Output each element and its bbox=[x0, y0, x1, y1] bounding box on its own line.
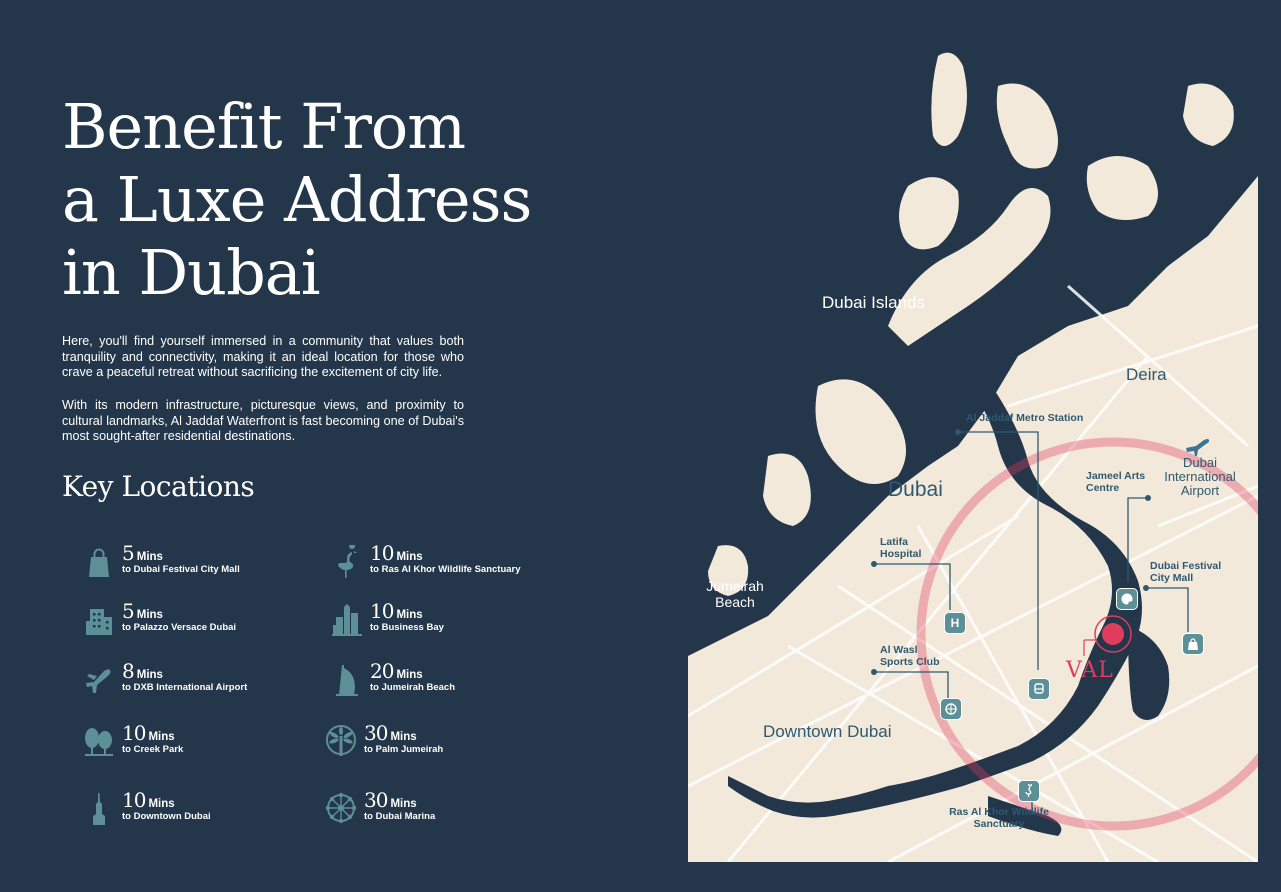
burj-al-arab-icon bbox=[330, 663, 364, 697]
location-unit: Mins bbox=[396, 669, 423, 681]
location-unit: Mins bbox=[390, 731, 417, 743]
location-destination: to Downtown Dubai bbox=[122, 811, 211, 822]
location-time: 30 bbox=[364, 721, 388, 745]
page-title bbox=[62, 90, 542, 309]
key-locations-heading: Key Locations bbox=[62, 470, 255, 503]
skyscrapers-icon bbox=[330, 603, 364, 637]
location-time: 10 bbox=[122, 721, 146, 745]
title-line-1: Benefit From bbox=[62, 90, 466, 163]
map-poi-label-latifa: Latifa Hospital bbox=[880, 536, 922, 560]
location-destination: to Jumeirah Beach bbox=[370, 682, 455, 693]
map-poi-label-metro: Al Jaddaf Metro Station bbox=[966, 412, 1084, 424]
location-item-ras-al-khor bbox=[330, 543, 521, 587]
location-time: 5 bbox=[122, 541, 134, 565]
shopping-bag-pin-icon bbox=[1186, 637, 1200, 651]
burj-khalifa-icon bbox=[82, 792, 116, 826]
map-label-deira: Deira bbox=[1126, 365, 1167, 384]
location-destination: to Business Bay bbox=[370, 622, 444, 633]
location-unit: Mins bbox=[390, 798, 417, 810]
location-unit: Mins bbox=[148, 798, 175, 810]
palette-icon bbox=[1120, 592, 1134, 606]
title-line-2: a Luxe Address bbox=[62, 163, 532, 236]
palm-icon bbox=[324, 725, 358, 759]
ball-icon bbox=[944, 702, 958, 716]
location-time: 10 bbox=[370, 599, 394, 623]
location-unit: Mins bbox=[148, 731, 175, 743]
metro-train-icon bbox=[1032, 682, 1046, 696]
wildlife-pin[interactable] bbox=[1018, 780, 1040, 802]
map-poi-label-ras-al-khor: Ras Al Khor Wildlife Sanctuary bbox=[949, 806, 1049, 830]
location-destination: to Palazzo Versace Dubai bbox=[122, 622, 237, 633]
map-label-dubai: Dubai bbox=[888, 478, 943, 501]
project-marker-label: VAL bbox=[1066, 658, 1114, 683]
location-destination: to Dubai Marina bbox=[364, 811, 436, 822]
location-item-downtown bbox=[82, 790, 211, 834]
location-item-jumeirah-beach bbox=[330, 661, 455, 705]
location-destination: to DXB International Airport bbox=[122, 682, 248, 693]
location-time: 5 bbox=[122, 599, 134, 623]
arts-centre-pin[interactable] bbox=[1116, 588, 1138, 610]
location-unit: Mins bbox=[396, 551, 423, 563]
location-map[interactable] bbox=[688, 26, 1258, 862]
location-item-business-bay bbox=[330, 601, 444, 645]
shopping-bag-icon bbox=[82, 545, 116, 579]
map-poi-label-jameel: Jameel Arts Centre bbox=[1086, 470, 1146, 494]
ferris-wheel-icon bbox=[324, 792, 358, 826]
map-label-dubai-international-airport: Dubai International Airport bbox=[1164, 455, 1236, 498]
location-item-creek-park bbox=[82, 723, 183, 767]
map-poi-label-alwasl: Al Wasl Sports Club bbox=[880, 644, 940, 668]
location-time: 30 bbox=[364, 788, 388, 812]
location-unit: Mins bbox=[396, 609, 423, 621]
location-destination: to Dubai Festival City Mall bbox=[122, 564, 240, 575]
intro-paragraph-2: With its modern infrastructure, picturesque views, and proximity to cultural landmarks, Al Jaddaf Waterfront is fast becoming one of Dubai's most sought-after residential destinations. bbox=[62, 398, 464, 443]
hotel-building-icon bbox=[82, 603, 116, 637]
location-item-palm-jumeirah bbox=[324, 723, 443, 767]
hospital-pin-letter: H bbox=[950, 616, 960, 630]
location-time: 8 bbox=[122, 659, 134, 683]
location-unit: Mins bbox=[136, 669, 163, 681]
map-label-downtown-dubai: Downtown Dubai bbox=[763, 722, 892, 741]
flamingo-pin-icon bbox=[1022, 784, 1036, 798]
location-destination: to Ras Al Khor Wildlife Sanctuary bbox=[370, 564, 521, 575]
map-label-dubai-islands: Dubai Islands bbox=[822, 293, 926, 312]
sports-club-pin[interactable] bbox=[940, 698, 962, 720]
flamingo-icon bbox=[330, 545, 364, 579]
location-destination: to Creek Park bbox=[122, 744, 184, 755]
map-label-jumeirah-beach: Jumeirah Beach bbox=[706, 578, 764, 610]
metro-pin[interactable] bbox=[1028, 678, 1050, 700]
location-unit: Mins bbox=[136, 551, 163, 563]
location-time: 10 bbox=[122, 788, 146, 812]
location-item-dubai-marina bbox=[324, 790, 435, 834]
trees-icon bbox=[82, 725, 116, 759]
location-time: 10 bbox=[370, 541, 394, 565]
location-destination: to Palm Jumeirah bbox=[364, 744, 444, 755]
airplane-icon bbox=[82, 663, 116, 697]
location-item-palazzo-versace bbox=[82, 601, 236, 645]
map-poi-label-festival: Dubai Festival City Mall bbox=[1150, 560, 1222, 584]
location-item-dxb-airport bbox=[82, 661, 247, 705]
hospital-pin[interactable] bbox=[944, 612, 966, 634]
location-item-festival-city bbox=[82, 543, 240, 587]
location-time: 20 bbox=[370, 659, 394, 683]
intro-paragraph-1: Here, you'll find yourself immersed in a community that values both tranquility and connectivity, making it an ideal location for those who crave a peaceful retreat without sacrificing the excitement of city life. bbox=[62, 334, 464, 379]
mall-pin[interactable] bbox=[1182, 633, 1204, 655]
title-line-3: in Dubai bbox=[62, 236, 320, 309]
location-unit: Mins bbox=[136, 609, 163, 621]
